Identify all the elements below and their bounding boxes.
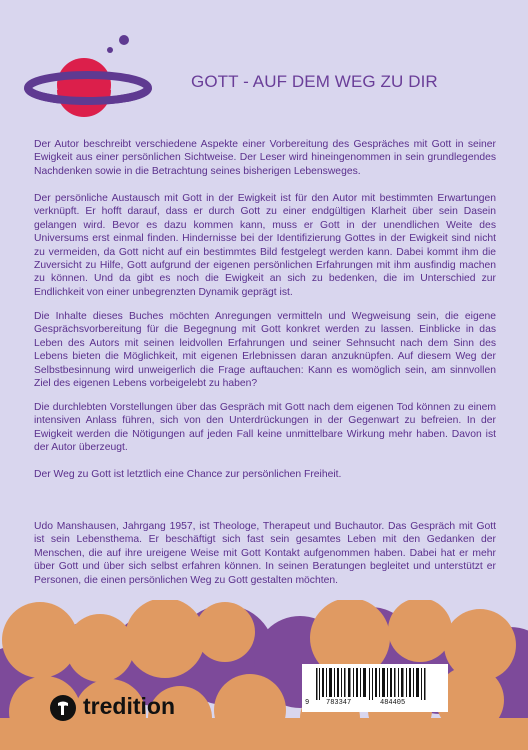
small-dot-2	[107, 47, 113, 53]
isbn-barcode	[302, 664, 448, 712]
publisher-name: tredition	[83, 693, 175, 719]
barcode-digit-first: 9	[305, 699, 310, 707]
blurb-paragraph-3: Die Inhalte dieses Buches möchten Anregungen vermitteln und Wegweisung sein, die eigene Gesprächsvorbereitung für die Begegnung mit Gott konkret werden zu lassen. Einblicke in das Leben des Autors mit seinen leidvollen Erfahrungen und seiner Sehnsucht nach dem Sinn des Lebens bieten die Möglichkeit, mit eigenen Erlebnissen daran anzuknüpfen. Auf diesem Weg der Selbstbesinnung wird unweigerlich die Frage auftauchen: Kann es womöglich sein, am sinnvollen Ziel des eigenen Lebens vorbeigelebt zu haben?	[34, 311, 496, 390]
planet-illustration	[22, 28, 162, 128]
cloud-illustration	[0, 600, 528, 750]
small-dot-1	[119, 35, 129, 45]
blurb-paragraph-5: Der Weg zu Gott ist letztlich eine Chance zur persönlichen Freiheit.	[34, 469, 342, 480]
barcode-digits-right: 484405	[380, 699, 406, 707]
blurb-paragraph-2: Der persönliche Austausch mit Gott in der Ewigkeit ist für den Autor mit bestimmten Erwartungen verknüpft. Er hofft darauf, dass er durch Gott zu einer endgültigen Klarheit über sein Dasein gelangen wird. Bevor es dazu kommen kann, muss er Gott in der unendlichen Weite des Universums erst einmal finden. Hindernisse bei der Identifizierung Gottes in der Ewigkeit sind nicht zu vermeiden, da Gott nicht auf ein bestimmtes Bild festgelegt werden kann. Dabei kommt ihm die Zuversicht zu Hilfe, Gott aufgrund der eigenen persönlichen Erfahrungen mit ihm ausfindig machen zu können. Und da gibt es noch die Ewigkeit an sich zu bedenken, die im Unterschied zur Endlichkeit von einer unbegrenzten Dynamik geprägt ist.	[34, 193, 496, 298]
barcode-digits-left: 783347	[326, 699, 352, 707]
blurb-paragraph-4: Die durchlebten Vorstellungen über das Gespräch mit Gott nach dem eigenen Tod können zu einem intensiven Anlass führen, sich von den Unterdrückungen in der Gegenwart zu befreien. In der Ewigkeit werden die Nötigungen auf jeden Fall keine unmittelbare Wirkung mehr haben. Davon ist der Autor überzeugt.	[34, 402, 496, 454]
barcode-bars	[308, 668, 442, 700]
author-bio: Udo Manshausen, Jahrgang 1957, ist Theologe, Therapeut und Buchautor. Das Gespräch mit Gott ist sein Lebensthema. Er beschäftigt sich fast sein gesamtes Leben mit den Gedanken der Menschen, die auf ihre ureigene Weise mit Gott Kontakt aufgenommen haben. Dabei hat er mehr über Gott und über sich selbst erfahren können. In seinen Beratungen begleitet und unterstützt er Personen, die einen persönlichen Weg zu Gott gestalten möchten.	[34, 521, 496, 586]
tredition-leaf-icon	[50, 695, 76, 721]
book-title: GOTT - AUF DEM WEG ZU DIR	[191, 72, 438, 91]
blurb-paragraph-1: Der Autor beschreibt verschiedene Aspekte einer Vorbereitung des Gespräches mit Gott in seiner Ewigkeit aus einer persönlichen Sichtweise. Der Leser wird hineingenommen in sein grundlegendes Nachdenken sowie in die Betrachtung seines bisherigen Lebensweges.	[34, 139, 496, 177]
